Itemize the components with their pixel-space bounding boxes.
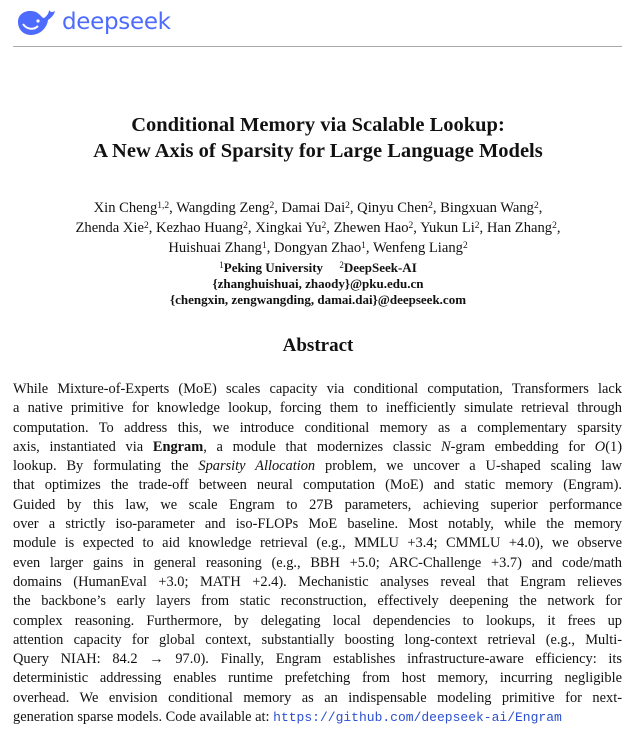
abstract-line <box>13 380 622 399</box>
author-name: Kezhao Huang <box>156 220 244 236</box>
author-line: Huishuai Zhang$^1$, Dongyan Zhao$^1$, Wenfeng Liang$^2$ <box>168 240 468 256</box>
author-name: Bingxuan Wang <box>440 200 534 216</box>
header-divider <box>13 46 622 47</box>
abstract-text: the backbone’s early layers from static reconstruction, effectively deepening the network for <box>13 593 622 610</box>
code-link[interactable]: https://github.com/deepseek-ai/Engram <box>273 710 562 726</box>
author-name: Zhenda Xie <box>75 220 144 236</box>
author-name: Dongyan Zhao <box>274 240 362 256</box>
affiliation-mark: 1 <box>219 259 224 270</box>
abstract-text: N <box>440 438 451 455</box>
abstract-text: Engram <box>152 438 204 455</box>
abstract-text: over a strictly iso-parameter and iso-FLOPs MoE baseline. Most notably, while the memory <box>13 516 622 533</box>
whale-logo-icon <box>14 6 58 38</box>
abstract-text: computation. To address this, we introduce conditional memory as a complementary sparsity <box>13 419 622 436</box>
abstract-line <box>13 554 622 573</box>
abstract-line <box>13 650 622 669</box>
author-name: Qinyu Chen <box>357 200 429 216</box>
author-affiliation-mark: 2 <box>533 200 539 211</box>
author-affiliation-mark: 2 <box>143 220 149 231</box>
abstract-text: problem, we uncover a U-shaped scaling law <box>315 458 622 475</box>
abstract-line <box>13 612 622 631</box>
affiliation-mark: 2 <box>339 259 344 270</box>
affiliation-line <box>0 260 636 276</box>
author-affiliation-mark: 2 <box>345 200 350 211</box>
author-name: Damai Dai <box>281 200 346 216</box>
title-line: Conditional Memory via Scalable Lookup: <box>131 114 505 136</box>
abstract-text: Query NIAH: 84.2 → 97.0). Finally, Engram establishes infrastructure-aware efficiency: its <box>13 651 622 668</box>
abstract-line <box>13 708 622 727</box>
author-affiliation-mark: 2 <box>462 240 468 251</box>
abstract-line <box>13 689 622 708</box>
abstract-text: Guided by this law, we scale Engram to 27B parameters, achieving superior performance <box>13 496 622 513</box>
author-affiliation-mark: 2 <box>321 220 327 231</box>
author-list <box>0 198 636 258</box>
author-affiliation-mark: 1 <box>361 240 366 251</box>
abstract-text: a native primitive for knowledge lookup, forcing them to inefficiently simulate retrieval through <box>13 400 622 417</box>
abstract-line <box>13 438 622 457</box>
abstract-text: (1) <box>605 438 622 455</box>
author-line: Zhenda Xie$^2$, Kezhao Huang$^2$, Xingkai Yu$^2$, Zhewen Hao$^2$, Yukun Li$^2$, Han Zhang$^2$, <box>75 220 561 236</box>
author-name: Xin Cheng <box>93 200 158 216</box>
abstract-line <box>13 476 622 495</box>
author-name: Zhewen Hao <box>333 220 409 236</box>
abstract-line <box>13 419 622 438</box>
abstract-heading: Abstract <box>282 335 354 356</box>
abstract-line <box>13 515 622 534</box>
abstract-text: module is expected to aid knowledge retrieval (e.g., MMLU +3.4; CMMLU +4.0), we observe <box>13 535 622 552</box>
author-name: Wenfeng Liang <box>372 240 463 256</box>
abstract-line <box>13 631 622 650</box>
author-affiliation-mark: 2 <box>474 220 480 231</box>
author-affiliation-mark: 2 <box>408 220 414 231</box>
author-name: Huishuai Zhang <box>168 240 262 256</box>
abstract-text: generation sparse models. Code available at: <box>13 709 274 726</box>
affiliations <box>0 260 636 308</box>
abstract-text: Sparsity Allocation <box>198 458 316 475</box>
abstract-text: lookup. By formulating the <box>13 458 199 475</box>
author-name: Xingkai Yu <box>255 220 322 236</box>
author-name: Han Zhang <box>486 220 553 236</box>
author-affiliation-mark: 2 <box>243 220 248 231</box>
abstract-text: O <box>594 438 606 455</box>
email-line: {zhanghuishuai, zhaody}@pku.edu.cn <box>212 276 424 291</box>
author-affiliation-mark: 1 <box>261 240 267 251</box>
author-name: Yukun Li <box>420 220 475 236</box>
abstract-line <box>13 573 622 592</box>
deepseek-logo <box>14 6 171 38</box>
front-matter <box>0 112 636 358</box>
abstract-line <box>13 592 622 611</box>
logo-text: deepseek <box>62 9 171 35</box>
author-line: Xin Cheng$^{1,2}$, Wangding Zeng$^2$, Damai Dai$^2$, Qinyu Chen$^2$, Bingxuan Wang$^2$, <box>93 200 543 216</box>
abstract-line <box>13 399 622 418</box>
abstract-line <box>13 534 622 553</box>
title-line: A New Axis of Sparsity for Large Language Models <box>93 140 543 162</box>
abstract-line <box>13 496 622 515</box>
abstract-line <box>13 457 622 476</box>
abstract-text: domains (HumanEval +3.0; MATH +2.4). Mechanistic analyses reveal that Engram relieves <box>13 573 622 590</box>
abstract-text: that optimizes the trade-off between neural computation (MoE) and static memory (Engram). <box>13 477 622 494</box>
author-affiliation-mark: 2 <box>428 200 433 211</box>
email-line: {chengxin, zengwangding, damai.dai}@deepseek.com <box>169 292 467 307</box>
abstract-text: -gram embedding for <box>450 438 595 455</box>
abstract-text: axis, instantiated via <box>13 438 153 455</box>
affiliation-name: DeepSeek-AI <box>343 260 417 275</box>
abstract-text: deterministic addressing enables runtime prefetching from host memory, incurring negligible <box>13 670 622 687</box>
author-affiliation-mark: 2 <box>552 220 557 231</box>
abstract-text: complex reasoning. Furthermore, by delegating local dependencies to lookups, it frees up <box>13 612 622 629</box>
abstract-text: even larger gains in general reasoning (e.g., BBH +5.0; ARC-Challenge +3.7) and code/math <box>13 554 622 571</box>
abstract-line <box>13 669 622 688</box>
affiliation-name: Peking University <box>223 260 324 275</box>
abstract-text: overhead. We envision conditional memory as an indispensable modeling primitive for next- <box>13 689 622 706</box>
abstract-text: attention capacity for global context, substantially boosting long-context retrieval (e.g., Multi- <box>13 631 622 648</box>
author-affiliation-mark: 1,2 <box>157 200 170 211</box>
author-name: Wangding Zeng <box>176 200 270 216</box>
abstract-body <box>13 380 622 727</box>
abstract-text: While Mixture-of-Experts (MoE) scales capacity via conditional computation, Transformers lack <box>13 381 622 397</box>
abstract-text: , a module that modernizes classic <box>203 438 441 455</box>
author-affiliation-mark: 2 <box>269 200 275 211</box>
paper-title <box>0 112 636 164</box>
